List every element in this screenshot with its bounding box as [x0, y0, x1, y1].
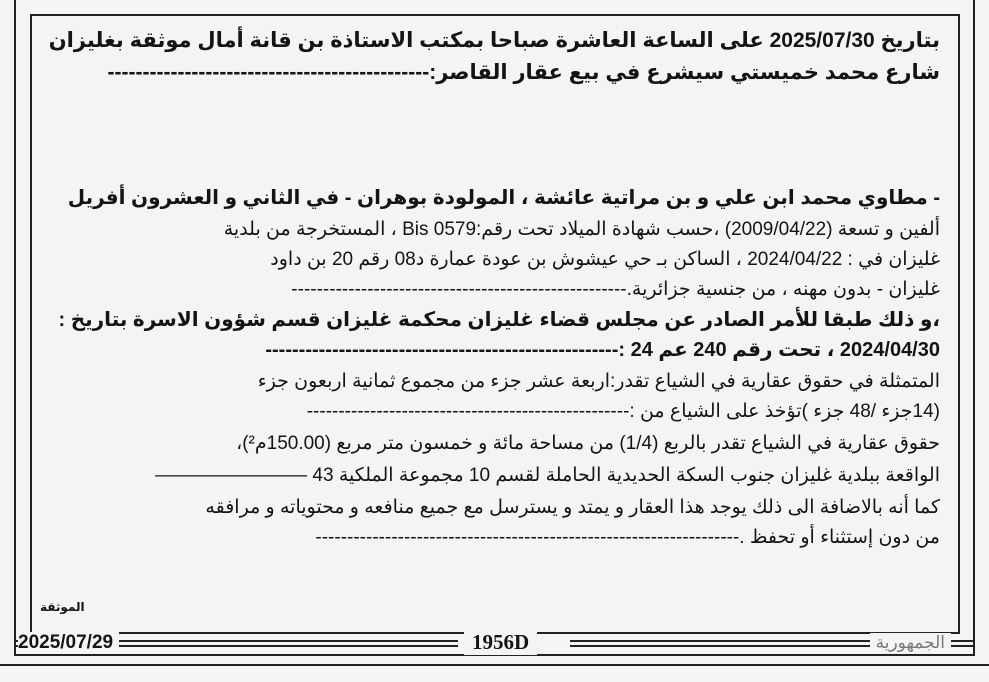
- notice-text-line: (14جزء /48 جزء )تؤخذ على الشياع من :---------------------------------------------------: [306, 401, 940, 422]
- notice-text-line: من دون إستثناء أو تحفظ .-------------------------------------------------------------------: [315, 527, 940, 548]
- notice-text-line: كما أنه بالاضافة الى ذلك يوجد هذا العقار و يمتد و يسترسل مع جميع منافعه و محتوياته و مرافقه: [205, 497, 940, 518]
- notice-text-line: ألفين و تسعة (2009/04/22) ،حسب شهادة الميلاد تحت رقم:0579 Bis ، المستخرجة من بلدية: [223, 219, 940, 240]
- legal-notice: [30, 14, 960, 634]
- notice-text-line: غليزان في : 2024/04/22 ، الساكن بـ حي عيشوش بن عودة عمارة د08 رقم 20 بن داود: [270, 249, 940, 270]
- notice-text-line: الواقعة ببلدية غليزان جنوب السكة الحديدية الحاملة لقسم 10 مجموعة الملكية 43 ————————: [155, 465, 940, 486]
- notice-text-line: المتمثلة في حقوق عقارية في الشياع تقدر:اربعة عشر جزء من مجموع ثمانية اربعون جزء: [257, 371, 940, 392]
- notary-signature-label: الموثقة: [40, 600, 85, 614]
- notice-text-line: غليزان - بدون مهنه ، من جنسية جزائرية.-----------------------------------------------------: [291, 279, 940, 300]
- page-bottom-border: [0, 664, 989, 682]
- notice-text-line: ،و ذلك طبقا للأمر الصادر عن مجلس قضاء غليزان محكمة غليزان قسم شؤون الاسرة بتاريخ :: [58, 309, 940, 331]
- notice-text-line: 2024/04/30 ، تحت رقم 240 عم 24 :-----------------------------------------------------: [265, 339, 940, 361]
- notice-text-line: حقوق عقارية في الشياع تقدر بالربع (1/4) من مساحة مائة و خمسون متر مربع (150.00م²)،: [236, 433, 940, 454]
- notice-heading-line: بتاريخ 2025/07/30 على الساعة العاشرة صباحا بمكتب الاستاذة بن قانة أمال موثقة بغليزان: [48, 29, 940, 52]
- footer-ad-code: 1956D: [464, 630, 537, 655]
- footer-date: 2025/07/29: [18, 632, 119, 654]
- notice-heading-line: شارع محمد خميستي سيشرع في بيع عقار القاصر:----------------------------------------------: [107, 61, 940, 84]
- publisher-name: الجمهورية: [870, 633, 951, 653]
- notice-text-line: - مطاوي محمد ابن علي و بن مراتية عائشة ، المولودة بوهران - في الثاني و العشرون أفريل: [67, 187, 940, 209]
- footer-bar: [14, 628, 975, 658]
